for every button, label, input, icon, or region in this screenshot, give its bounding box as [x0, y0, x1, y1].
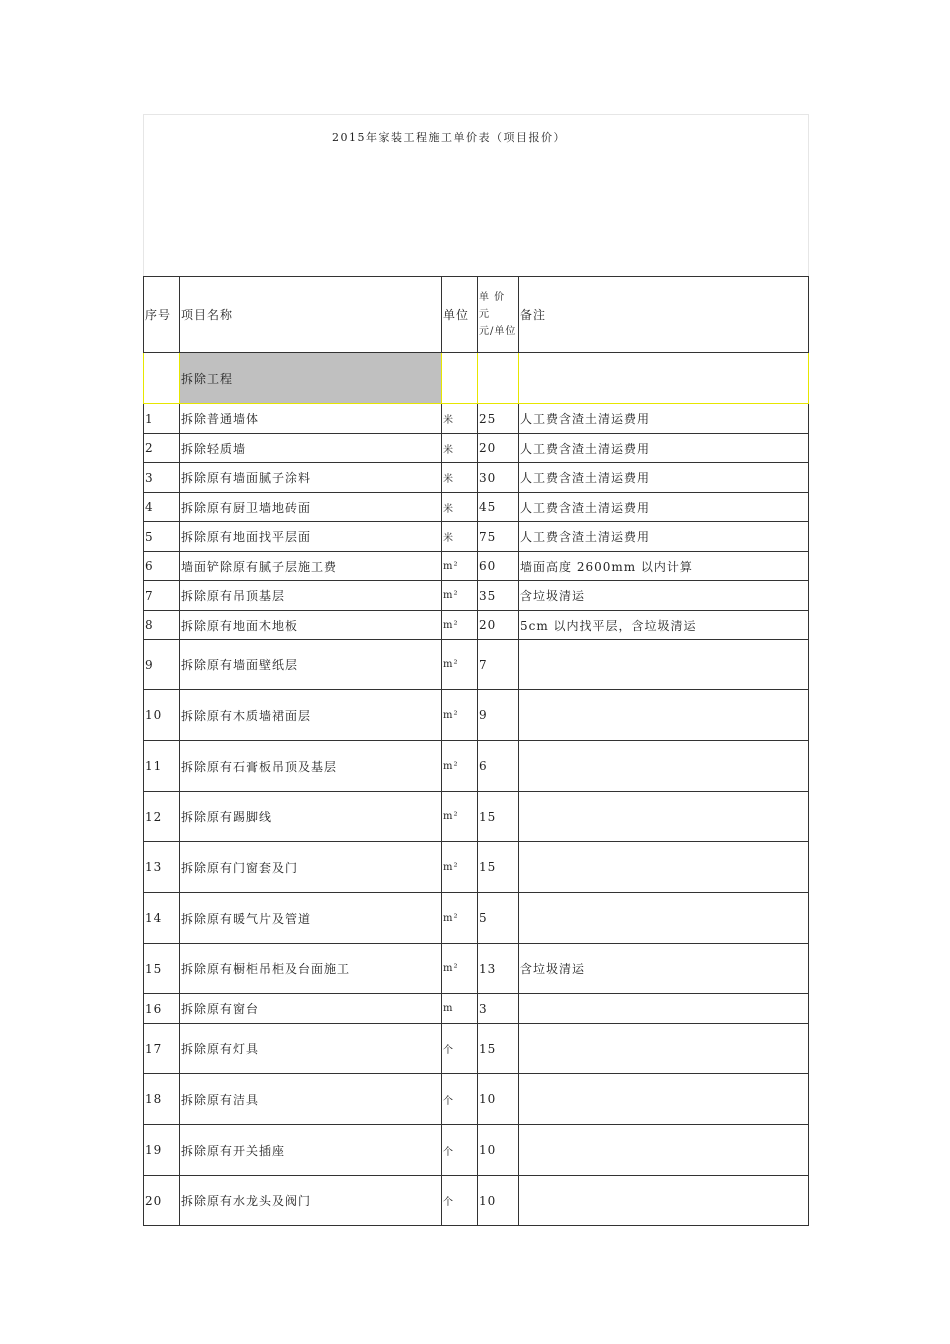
row-price: 3	[478, 994, 519, 1024]
row-name: 拆除原有地面找平层面	[180, 522, 442, 552]
header-name: 项目名称	[180, 277, 442, 353]
section-label: 拆除工程	[180, 353, 442, 404]
row-no: 8	[144, 611, 180, 640]
row-unit: m²	[442, 640, 478, 690]
row-no: 12	[144, 792, 180, 842]
row-no: 6	[144, 552, 180, 581]
row-name: 墙面铲除原有腻子层施工费	[180, 552, 442, 581]
row-note	[519, 1125, 809, 1176]
section-row	[144, 353, 809, 404]
row-price: 10	[478, 1176, 519, 1226]
row-name: 拆除原有橱柜吊柜及台面施工	[180, 944, 442, 994]
row-price: 10	[478, 1074, 519, 1125]
row-name: 拆除原有水龙头及阀门	[180, 1176, 442, 1226]
row-unit: m²	[442, 842, 478, 893]
row-price: 15	[478, 792, 519, 842]
header-no: 序号	[144, 277, 180, 353]
row-note: 人工费含渣土清运费用	[519, 463, 809, 493]
table-row	[144, 522, 809, 552]
row-unit: 米	[442, 522, 478, 552]
table-row	[144, 493, 809, 522]
row-price: 5	[478, 893, 519, 944]
row-unit: m²	[442, 690, 478, 741]
row-name: 拆除普通墙体	[180, 404, 442, 434]
row-note	[519, 842, 809, 893]
row-note: 含垃圾清运	[519, 944, 809, 994]
table-row	[144, 434, 809, 463]
table-row	[144, 1125, 809, 1176]
table-row	[144, 944, 809, 994]
row-unit: 个	[442, 1125, 478, 1176]
document-title: 2015年家装工程施工单价表（项目报价）	[332, 131, 566, 144]
row-no: 7	[144, 581, 180, 611]
row-unit: m²	[442, 792, 478, 842]
table-row	[144, 842, 809, 893]
row-unit: m²	[442, 944, 478, 994]
row-name: 拆除原有门窗套及门	[180, 842, 442, 893]
row-no: 14	[144, 893, 180, 944]
row-name: 拆除原有踢脚线	[180, 792, 442, 842]
row-note	[519, 1176, 809, 1226]
table-row	[144, 893, 809, 944]
row-no: 1	[144, 404, 180, 434]
row-unit: m²	[442, 893, 478, 944]
row-price: 7	[478, 640, 519, 690]
row-note: 人工费含渣土清运费用	[519, 404, 809, 434]
table-row	[144, 994, 809, 1024]
row-no: 16	[144, 994, 180, 1024]
header-row	[144, 277, 809, 353]
row-no: 9	[144, 640, 180, 690]
header-note: 备注	[519, 277, 809, 353]
row-price: 15	[478, 1024, 519, 1074]
row-no: 10	[144, 690, 180, 741]
row-unit: 米	[442, 404, 478, 434]
row-note	[519, 690, 809, 741]
row-unit: 米	[442, 493, 478, 522]
row-no: 19	[144, 1125, 180, 1176]
table-row	[144, 463, 809, 493]
row-unit: 米	[442, 463, 478, 493]
row-note: 人工费含渣土清运费用	[519, 522, 809, 552]
row-note	[519, 994, 809, 1024]
row-price: 45	[478, 493, 519, 522]
row-name: 拆除原有窗台	[180, 994, 442, 1024]
row-name: 拆除原有石膏板吊顶及基层	[180, 741, 442, 792]
row-no: 11	[144, 741, 180, 792]
row-price: 10	[478, 1125, 519, 1176]
row-name: 拆除原有洁具	[180, 1074, 442, 1125]
row-unit: m²	[442, 581, 478, 611]
row-note: 人工费含渣土清运费用	[519, 493, 809, 522]
table-row	[144, 690, 809, 741]
row-name: 拆除原有地面木地板	[180, 611, 442, 640]
row-note	[519, 1074, 809, 1125]
table-row	[144, 1176, 809, 1226]
row-unit: 个	[442, 1074, 478, 1125]
row-note	[519, 741, 809, 792]
row-price: 20	[478, 611, 519, 640]
price-table	[143, 276, 809, 1226]
table-row	[144, 741, 809, 792]
row-no: 15	[144, 944, 180, 994]
row-price: 13	[478, 944, 519, 994]
table-row	[144, 792, 809, 842]
row-price: 15	[478, 842, 519, 893]
table-row	[144, 1024, 809, 1074]
row-price: 75	[478, 522, 519, 552]
row-no: 4	[144, 493, 180, 522]
row-no: 5	[144, 522, 180, 552]
row-no: 20	[144, 1176, 180, 1226]
row-price: 35	[478, 581, 519, 611]
header-unit: 单位	[442, 277, 478, 353]
row-name: 拆除原有开关插座	[180, 1125, 442, 1176]
row-unit: m	[442, 994, 478, 1024]
row-note: 含垃圾清运	[519, 581, 809, 611]
row-price: 20	[478, 434, 519, 463]
row-unit: 个	[442, 1176, 478, 1226]
row-note: 人工费含渣土清运费用	[519, 434, 809, 463]
table-row	[144, 581, 809, 611]
row-price: 9	[478, 690, 519, 741]
row-no: 18	[144, 1074, 180, 1125]
row-unit: 个	[442, 1024, 478, 1074]
title-area	[143, 114, 809, 277]
row-note: 5cm 以内找平层，含垃圾清运	[519, 611, 809, 640]
table-row	[144, 404, 809, 434]
row-name: 拆除轻质墙	[180, 434, 442, 463]
row-name: 拆除原有墙面壁纸层	[180, 640, 442, 690]
table-row	[144, 1074, 809, 1125]
row-name: 拆除原有厨卫墙地砖面	[180, 493, 442, 522]
row-no: 17	[144, 1024, 180, 1074]
row-note	[519, 1024, 809, 1074]
row-price: 25	[478, 404, 519, 434]
price-sheet	[143, 114, 808, 1228]
row-note	[519, 792, 809, 842]
row-unit: 米	[442, 434, 478, 463]
row-no: 3	[144, 463, 180, 493]
table-row	[144, 611, 809, 640]
row-note: 墙面高度 2600mm 以内计算	[519, 552, 809, 581]
row-unit: m²	[442, 552, 478, 581]
row-name: 拆除原有暖气片及管道	[180, 893, 442, 944]
row-name: 拆除原有吊顶基层	[180, 581, 442, 611]
header-price: 单 价 元 元/单位	[478, 277, 519, 353]
row-price: 6	[478, 741, 519, 792]
row-note	[519, 640, 809, 690]
table-row	[144, 640, 809, 690]
row-price: 60	[478, 552, 519, 581]
row-no: 2	[144, 434, 180, 463]
row-unit: m²	[442, 611, 478, 640]
row-note	[519, 893, 809, 944]
row-name: 拆除原有木质墙裙面层	[180, 690, 442, 741]
table-row	[144, 552, 809, 581]
row-no: 13	[144, 842, 180, 893]
row-name: 拆除原有墙面腻子涂料	[180, 463, 442, 493]
row-name: 拆除原有灯具	[180, 1024, 442, 1074]
row-price: 30	[478, 463, 519, 493]
row-unit: m²	[442, 741, 478, 792]
